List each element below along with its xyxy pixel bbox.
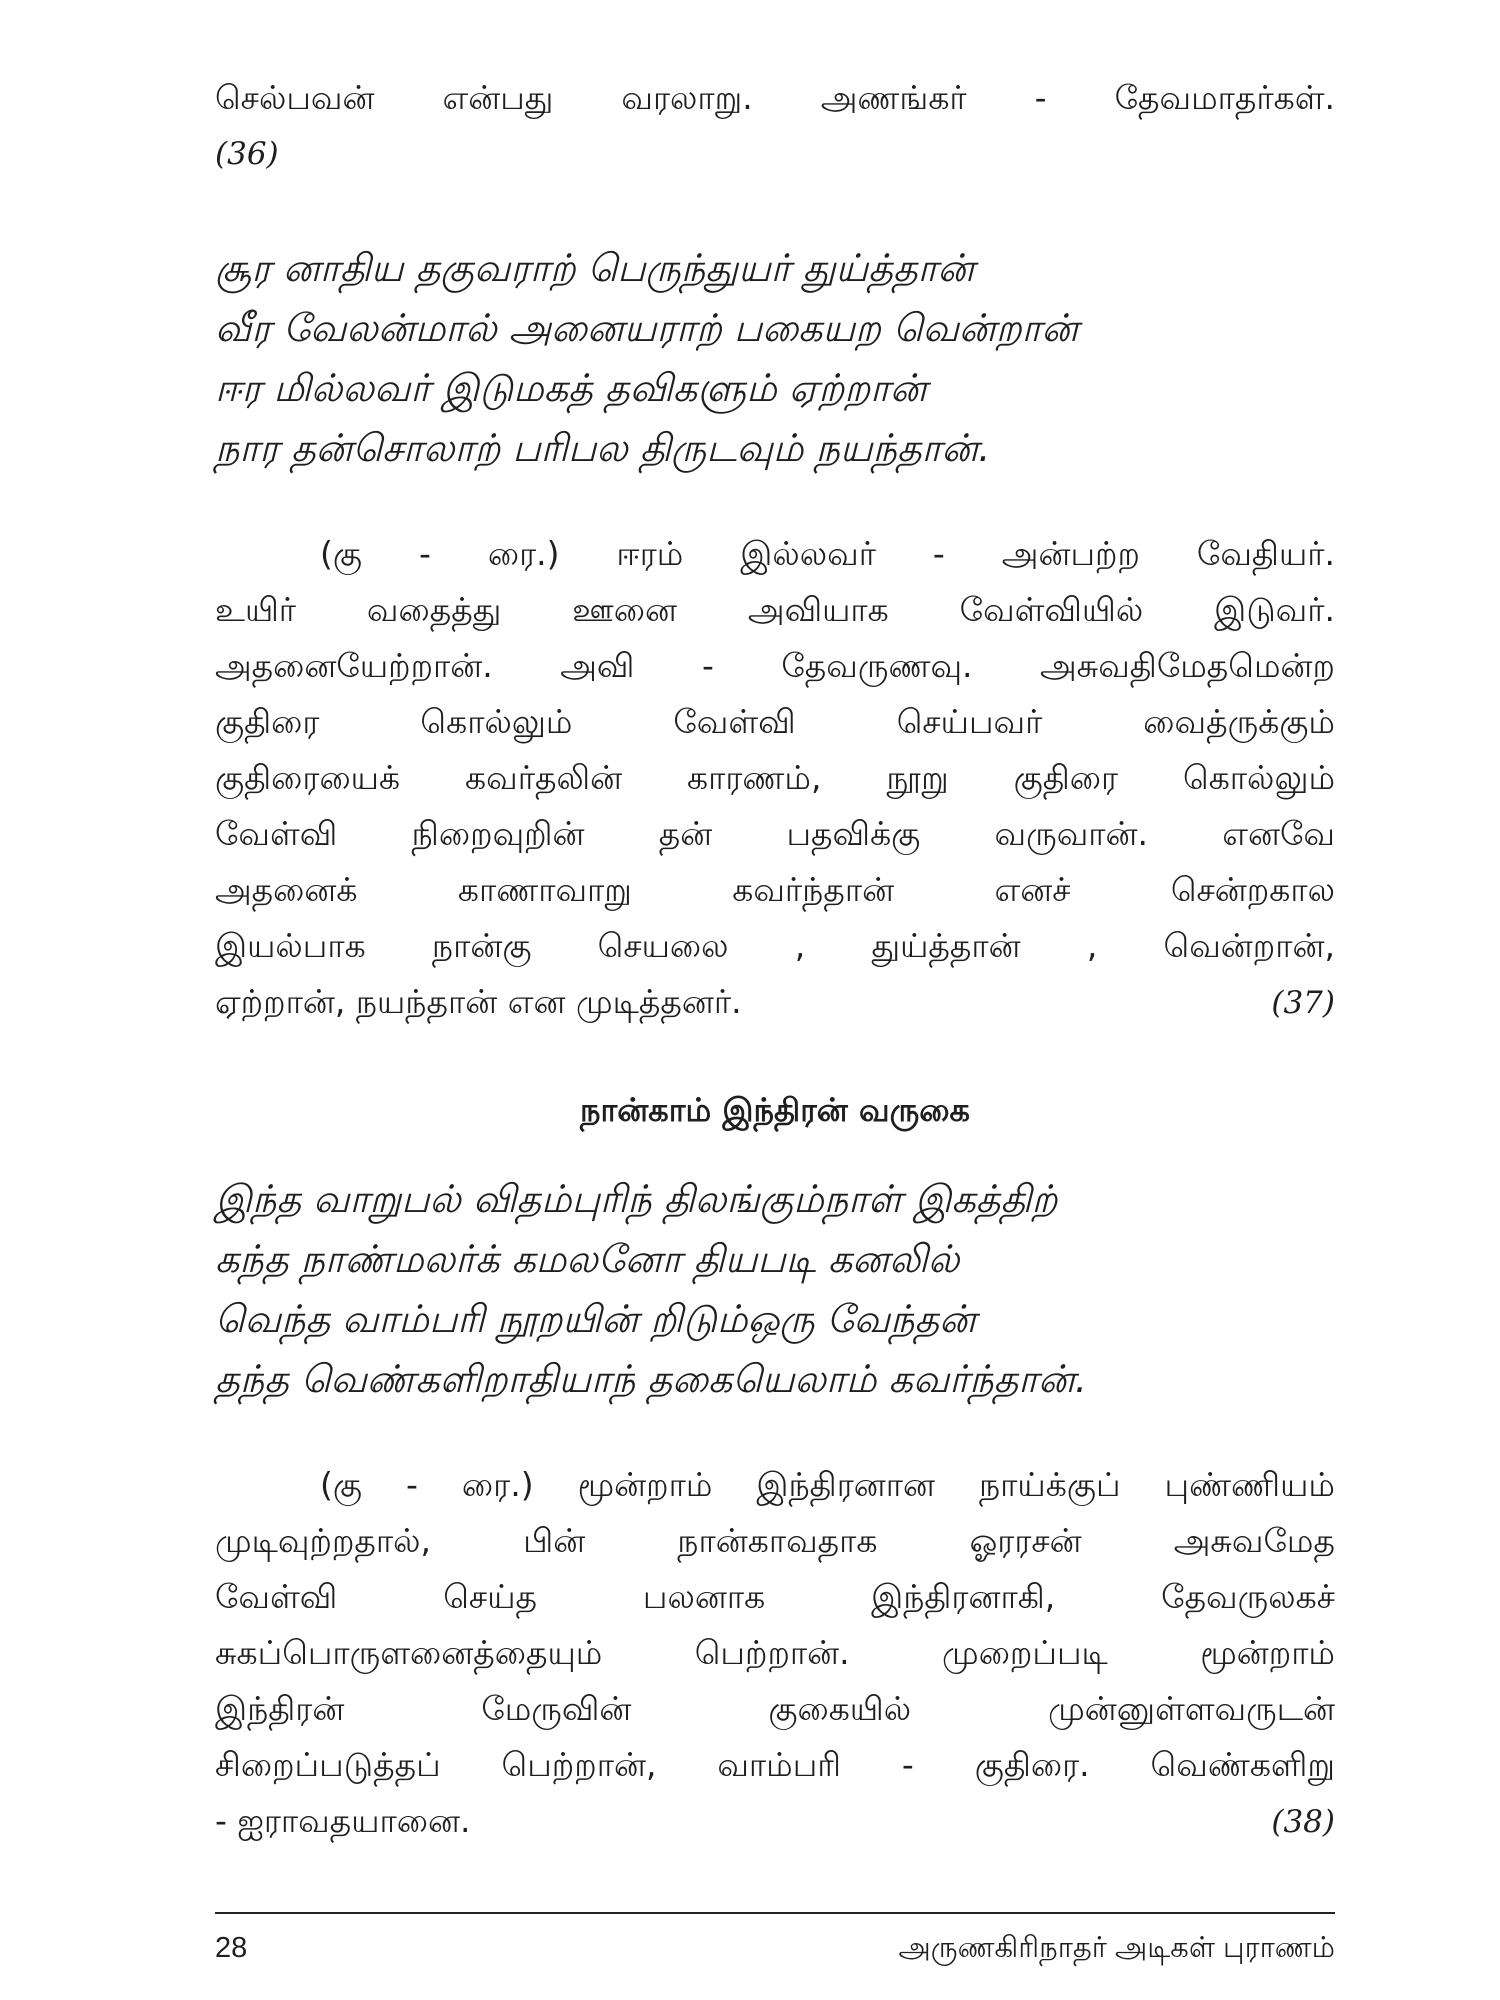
book-title: அருணகிரிநாதர் அடிகள் புராணம் [898, 1932, 1335, 1964]
commentary-line: (கு - ரை.) மூன்றாம் இந்திரனான நாய்க்குப் புண்ணியம் [320, 1465, 1335, 1504]
page-body [215, 70, 1335, 1930]
verse-line: வீர வேலன்மால் அனையராற் பகையற வென்றான் [215, 306, 1079, 350]
intro-paragraph [215, 70, 1335, 182]
commentary-line: சுகப்பொருளனைத்தையும் பெற்றான். முறைப்படி மூன்றாம் [215, 1633, 1335, 1672]
verse-line: நார தன்சொலாற் பரிபல திருடவும் நயந்தான். [215, 426, 991, 470]
intro-line: செல்பவன் என்பது வரலாறு. அணங்கர் - தேவமாதர்கள். [215, 78, 1335, 117]
verse-reference-36: (36) [215, 136, 279, 172]
page-footer [215, 1912, 1335, 1968]
commentary-line: இந்திரன் மேருவின் குகையில் முன்னுள்ளவருடன் [215, 1689, 1335, 1728]
commentary-line: குதிரை கொல்லும் வேள்வி செய்பவர் வைத்ருக்கும் [215, 702, 1335, 741]
commentary-end-line [215, 974, 1335, 1031]
verse-line: தந்த வெண்களிறாதியாந் தகையெலாம் கவர்ந்தான். [215, 1357, 1087, 1401]
commentary-line: குதிரையைக் கவர்தலின் காரணம், நூறு குதிரை கொல்லும் [215, 758, 1335, 797]
commentary-line: உயிர் வதைத்து ஊனை அவியாக வேள்வியில் இடுவர். [215, 590, 1335, 629]
commentary-line: சிறைப்படுத்தப் பெற்றான், வாம்பரி - குதிரை. வெண்களிறு [215, 1745, 1335, 1784]
commentary-line: இயல்பாக நான்கு செயலை , துய்த்தான் , வென்றான், [215, 926, 1335, 965]
commentary-line: முடிவுற்றதால், பின் நான்காவதாக ஓரரசன் அசுவமேத [215, 1521, 1335, 1560]
commentary-last-line: - ஐராவதயானை. [215, 1801, 471, 1840]
verse-line: வெந்த வாம்பரி நூறயின் றிடும்ஒரு வேந்தன் [215, 1297, 977, 1341]
commentary-37 [215, 526, 1335, 1031]
verse-line: சூர னாதிய தகுவராற் பெருந்துயர் துய்த்தான் [215, 246, 975, 290]
commentary-line: வேள்வி செய்த பலனாக இந்திரனாகி, தேவருலகச் [215, 1577, 1335, 1616]
commentary-line: வேள்வி நிறைவுறின் தன் பதவிக்கு வருவான். எனவே [215, 814, 1335, 853]
verse-38 [215, 1169, 1335, 1409]
commentary-38 [215, 1457, 1335, 1850]
section-heading: நான்காம் இந்திரன் வருகை [580, 1091, 970, 1129]
verse-reference-38: (38) [1271, 1804, 1335, 1840]
verse-line: ஈர மில்லவர் இடுமகத் தவிகளும் ஏற்றான் [215, 366, 927, 410]
commentary-end-line [215, 1793, 1335, 1850]
verse-reference-37: (37) [1271, 985, 1335, 1021]
verse-line: இந்த வாறுபல் விதம்புரிந் திலங்கும்நாள் இகத்திற் [215, 1177, 1058, 1221]
commentary-line: அதனைக் காணாவாறு கவர்ந்தான் எனச் சென்றகால [215, 870, 1335, 909]
verse-line: கந்த நாண்மலர்க் கமலனோ தியபடி கனலில் [215, 1237, 960, 1281]
verse-37 [215, 238, 1335, 478]
commentary-line: அதனையேற்றான். அவி - தேவருணவு. அசுவதிமேதமென்ற [215, 646, 1335, 685]
commentary-last-line: ஏற்றான், நயந்தான் என முடித்தனர். [215, 982, 742, 1021]
page-number: 28 [215, 1932, 248, 1964]
commentary-line: (கு - ரை.) ஈரம் இல்லவர் - அன்பற்ற வேதியர். [320, 534, 1335, 573]
